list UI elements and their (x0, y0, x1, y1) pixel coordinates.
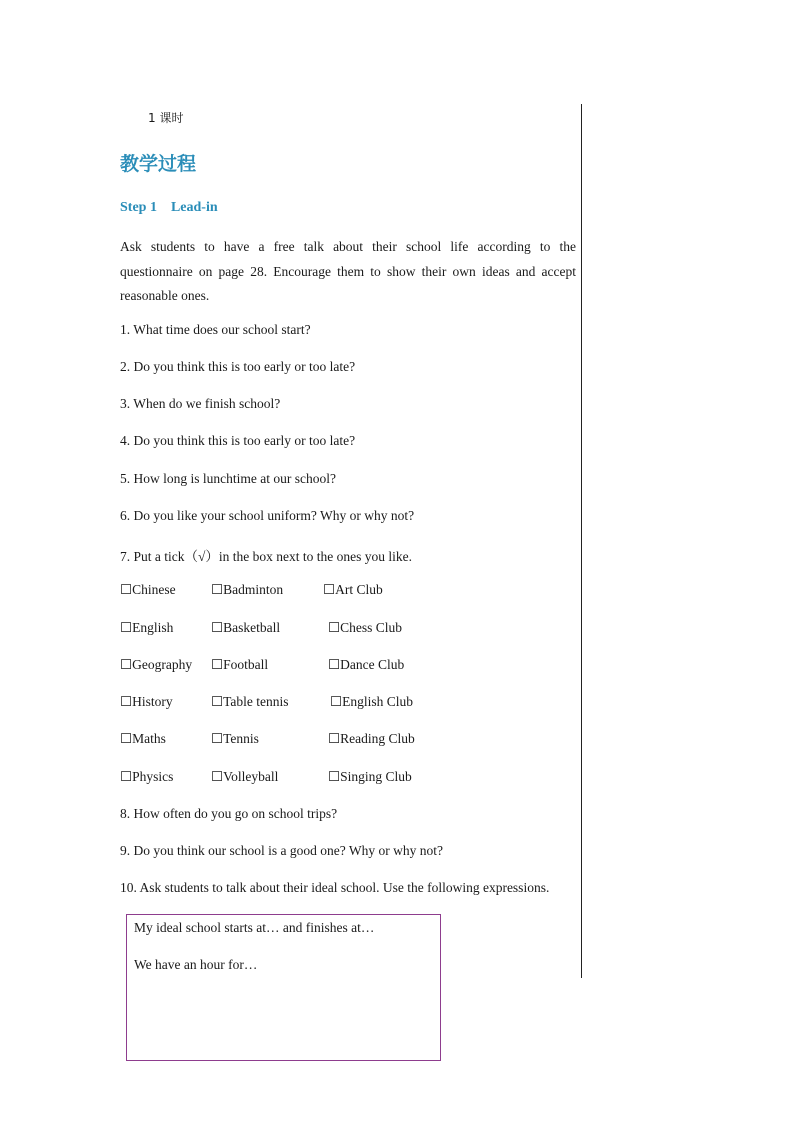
checklist-item[interactable] (211, 769, 278, 785)
checklist-item[interactable] (120, 582, 176, 598)
checklist-label: Football (223, 657, 269, 672)
checkbox-icon[interactable]: ☐ (120, 582, 133, 597)
checklist-label: Chinese (132, 582, 176, 597)
checkbox-icon[interactable]: ☐ (120, 694, 133, 709)
checklist-label: English Club (342, 694, 413, 709)
checkbox-icon[interactable]: ☐ (328, 657, 341, 672)
checklist-label: English (132, 620, 174, 635)
checkbox-icon[interactable]: ☐ (323, 582, 336, 597)
checklist-item[interactable] (328, 620, 402, 636)
checklist-label: History (132, 694, 173, 709)
checklist-label: Tennis (223, 731, 259, 746)
checklist-item[interactable] (120, 694, 173, 710)
checklist-label: Physics (132, 769, 174, 784)
checklist-item[interactable] (211, 657, 268, 673)
expression-line-1: My ideal school starts at… and finishes at… (134, 920, 375, 935)
checklist-item[interactable] (120, 657, 192, 673)
checklist-item[interactable] (328, 731, 415, 747)
question-10: 10. Ask students to talk about their ideal school. Use the following expressions. (120, 880, 550, 895)
checklist-label: Basketball (223, 620, 281, 635)
question-8: 8. How often do you go on school trips? (120, 806, 338, 821)
step-number: Step 1 (120, 200, 157, 215)
checklist-label: Maths (132, 731, 166, 746)
checkbox-icon[interactable]: ☐ (120, 769, 133, 784)
checklist-label: Geography (132, 657, 193, 672)
question-2: 2. Do you think this is too early or too late? (120, 359, 356, 374)
checklist-item[interactable] (120, 731, 166, 747)
checklist-label: Singing Club (340, 769, 412, 784)
checklist-label: Chess Club (340, 620, 402, 635)
expression-line-2: We have an hour for… (134, 957, 258, 972)
checklist-item[interactable] (211, 731, 259, 747)
question-5: 5. How long is lunchtime at our school? (120, 471, 336, 486)
checklist-item[interactable] (211, 620, 280, 636)
checklist-item[interactable] (120, 620, 173, 636)
question-3: 3. When do we finish school? (120, 396, 281, 411)
checklist-label: Table tennis (223, 694, 289, 709)
checkbox-icon[interactable]: ☐ (211, 731, 224, 746)
checkbox-icon[interactable]: ☐ (211, 582, 224, 597)
checklist-item[interactable] (120, 769, 173, 785)
expressions-box (126, 914, 441, 1061)
period-label: 1 课时 (148, 111, 184, 125)
section-title: 教学过程 (120, 153, 197, 175)
checklist-item[interactable] (211, 582, 283, 598)
checkbox-icon[interactable]: ☐ (211, 769, 224, 784)
question-1: 1. What time does our school start? (120, 322, 311, 337)
intro-paragraph: Ask students to have a free talk about their school life according to the questionnaire on page 28. Encourage them to show their own ideas and accept reasonable ones. (120, 239, 576, 303)
checkbox-icon[interactable]: ☐ (211, 694, 224, 709)
checklist-label: Reading Club (340, 731, 415, 746)
margin-rule (581, 104, 582, 978)
checklist-item[interactable] (328, 657, 404, 673)
checklist-label: Dance Club (340, 657, 405, 672)
checkbox-icon[interactable]: ☐ (330, 694, 343, 709)
question-4: 4. Do you think this is too early or too late? (120, 433, 356, 448)
step-heading (120, 200, 218, 216)
question-6: 6. Do you like your school uniform? Why or why not? (120, 508, 415, 523)
question-9: 9. Do you think our school is a good one? Why or why not? (120, 843, 443, 858)
step-title: Lead-in (170, 200, 218, 215)
checkbox-icon[interactable]: ☐ (211, 620, 224, 635)
checkbox-icon[interactable]: ☐ (211, 657, 224, 672)
checkbox-icon[interactable]: ☐ (328, 620, 341, 635)
checkbox-icon[interactable]: ☐ (328, 731, 341, 746)
checklist-item[interactable] (328, 769, 412, 785)
checklist-item[interactable] (330, 694, 413, 710)
checklist-item[interactable] (323, 582, 383, 598)
question-7: 7. Put a tick（√）in the box next to the ones you like. (120, 549, 412, 564)
checklist-label: Volleyball (223, 769, 279, 784)
checkbox-icon[interactable]: ☐ (120, 731, 133, 746)
checkbox-icon[interactable]: ☐ (120, 620, 133, 635)
checkbox-icon[interactable]: ☐ (328, 769, 341, 784)
checklist-label: Badminton (223, 582, 284, 597)
checkbox-icon[interactable]: ☐ (120, 657, 133, 672)
checklist-item[interactable] (211, 694, 289, 710)
checklist-label: Art Club (335, 582, 383, 597)
